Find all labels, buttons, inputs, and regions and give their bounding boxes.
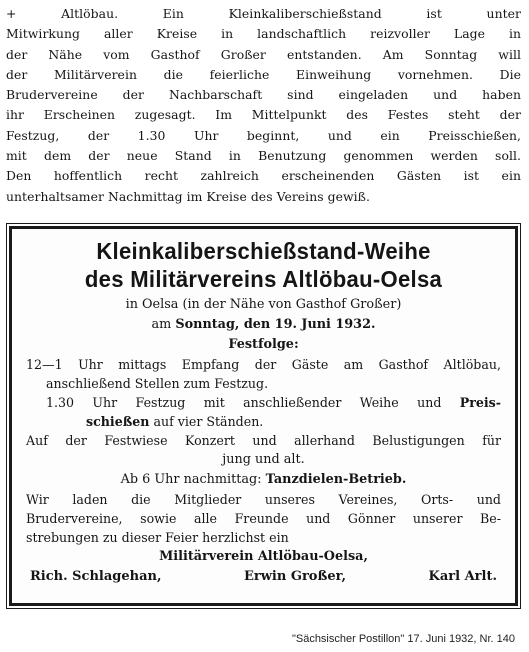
- source-caption: "Sächsischer Postillon" 17. Juni 1932, Nr. 140: [291, 633, 515, 645]
- ad-date-line: [12, 315, 515, 335]
- ad-date-prefix: am: [151, 317, 172, 332]
- article-line: mit dem der neue Stand in Benutzung genommen werden soll.: [6, 148, 521, 164]
- ad-program-2a: [12, 393, 515, 412]
- ad-program-1b: anschließend Stellen zum Festzug.: [46, 376, 269, 391]
- ad-signatory: Erwin Großer,: [243, 569, 347, 584]
- article-line: der Nähe vom Gasthof Großer entstanden. Am Sonntag will: [6, 46, 521, 62]
- article-line: + Altlöbau. Ein Kleinkaliberschießstand ist unter: [6, 6, 521, 21]
- ad-program-2b: [12, 412, 515, 431]
- ad-program-title: Festfolge:: [228, 337, 299, 352]
- ad-program-1a: 12—1 Uhr mittags Empfang der Gäste am Gasthof Altlöbau,: [26, 357, 501, 372]
- ad-program-2b-text: auf vier Ständen.: [153, 414, 264, 429]
- ad-program-3b: jung und alt.: [222, 452, 305, 467]
- ad-signatory: Rich. Schlagehan,: [30, 569, 162, 584]
- ad-program-2b-bold: schießen: [86, 414, 150, 429]
- article-line: der Militärverein die feierliche Einweihung vornehmen. Die: [6, 66, 521, 82]
- ad-host: Militärverein Altlöbau-Oelsa,: [159, 549, 368, 564]
- ad-headline-line-2: des Militärvereins Altlöbau-Oelsa: [84, 266, 443, 292]
- article-line: Brudervereine der Nachbarschaft sind eingeladen und haben: [6, 87, 521, 103]
- article-line: ihr Erscheinen zugesagt. Im Mittelpunkt des Festes steht der: [6, 107, 521, 123]
- article-line: Mitwirkung aller Kreise in landschaftlich reizvoller Lage in: [6, 26, 521, 42]
- ad-evening-text: Ab 6 Uhr nachmittag:: [120, 472, 262, 487]
- event-advertisement: [9, 226, 518, 606]
- ad-evening-line: [12, 470, 515, 490]
- ad-invite-b: Brudervereine, sowie alle Freunde und Gönner unserer Be-: [26, 511, 501, 526]
- ad-invite-c: strebungen zu dieser Feier herzlichst ein: [26, 530, 289, 545]
- article-line: unterhaltsamer Nachmittag im Kreise des Vereins gewiß.: [6, 188, 370, 204]
- ad-headline-line-1: Kleinkaliberschießstand-Weihe: [96, 238, 431, 264]
- ad-program-2a-text: 1.30 Uhr Festzug mit anschließender Weihe und: [46, 395, 442, 410]
- ad-headline: [22, 237, 505, 293]
- ad-program-2a-bold: Preis-: [459, 395, 501, 410]
- article-line: Den hoffentlich recht zahlreich erscheinenden Gästen ist ein: [6, 168, 521, 184]
- ad-invite-a: Wir laden die Mitglieder unseres Vereines, Orts- und: [26, 492, 501, 507]
- ad-date: Sonntag, den 19. Juni 1932.: [175, 317, 376, 332]
- ad-program-3a: Auf der Festwiese Konzert und allerhand Belustigungen für: [26, 433, 501, 448]
- article-line: Festzug, der 1.30 Uhr beginnt, und ein Preisschießen,: [6, 127, 521, 143]
- ad-evening-bold: Tanzdielen-Betrieb.: [265, 472, 407, 487]
- ad-location: in Oelsa (in der Nähe von Gasthof Großer): [125, 297, 402, 312]
- news-article: [6, 4, 521, 207]
- ad-signatories: [12, 567, 515, 587]
- ad-signatory: Karl Arlt.: [428, 569, 497, 584]
